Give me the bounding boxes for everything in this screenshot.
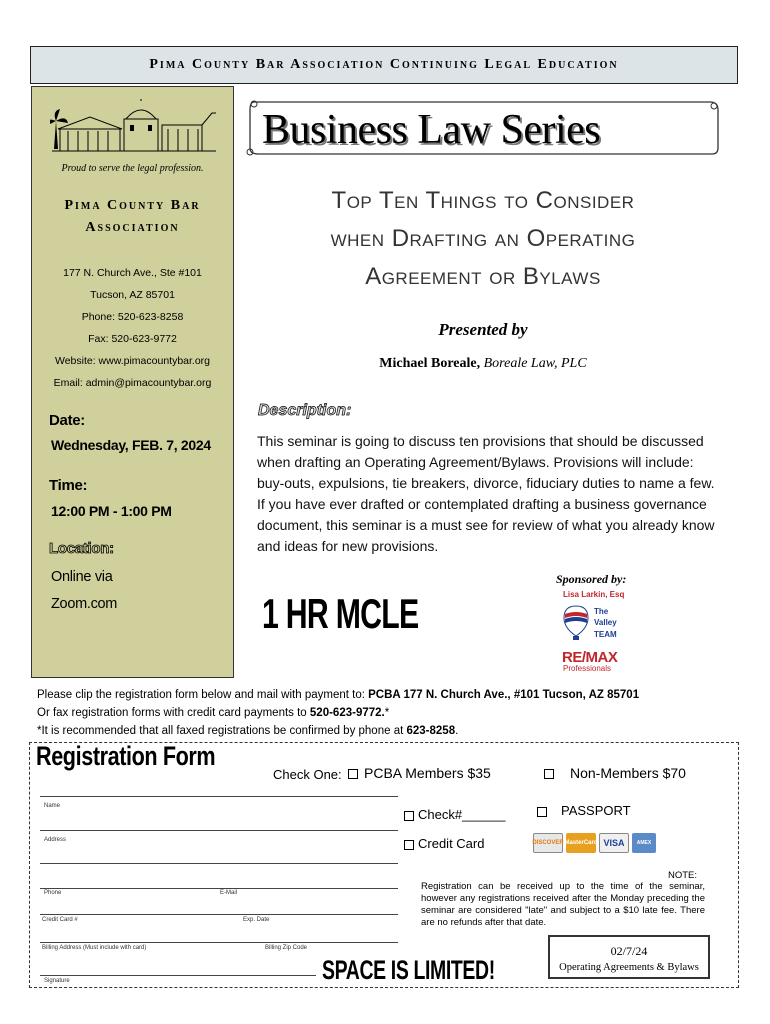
email: Email: admin@pimacountybar.org xyxy=(53,377,212,389)
registration-instructions xyxy=(37,686,737,740)
signature-input[interactable] xyxy=(40,975,316,976)
instructions-line3-text: *It is recommended that all faxed registrations be confirmed by phone at xyxy=(37,725,407,737)
check-checkbox[interactable] xyxy=(404,811,414,821)
remax-wordmark: RE/MAX xyxy=(562,649,618,666)
mastercard-icon: MasterCard xyxy=(566,833,596,853)
instructions-fax-number: 520-623-9772. xyxy=(309,707,385,719)
tagline: Proud to serve the legal profession. xyxy=(61,163,204,174)
passport-option[interactable] xyxy=(537,803,631,818)
seminar-title-line2: when Drafting an Operating xyxy=(330,225,636,252)
header-banner xyxy=(30,46,738,84)
org-name xyxy=(32,195,233,239)
instructions-line1-text: Please clip the registration form below and mail with payment to: xyxy=(37,689,369,701)
amex-card-icon: AMEX xyxy=(632,833,656,853)
instructions-line3-end: . xyxy=(455,725,459,737)
address-label: Address xyxy=(44,837,67,843)
seminar-title xyxy=(246,182,720,296)
seminar-code-box xyxy=(548,935,710,979)
passport-label: PASSPORT xyxy=(561,803,631,818)
address-input[interactable] xyxy=(40,830,398,831)
website: Website: www.pimacountybar.org xyxy=(54,355,211,367)
credit-card-option[interactable] xyxy=(404,836,484,851)
card-number-input[interactable] xyxy=(40,914,398,915)
org-name-line1: Pima County Bar xyxy=(64,198,201,213)
instructions-line2-text: Or fax registration forms with credit card payments to xyxy=(37,707,310,719)
billing-zip-label: Billing Zip Code xyxy=(265,945,308,951)
address-line2: Tucson, AZ 85701 xyxy=(90,289,175,301)
note-body: Registration can be received up to the time of the seminar, however any registrations received after the Monday preceding the seminar are considered "late" and subject to a $10 late fee. There are no refunds after that date. xyxy=(421,881,705,928)
header-banner-text: Pima County Bar Association Continuing Legal Education xyxy=(149,57,619,72)
phone-number: Phone: 520-623-8258 xyxy=(81,311,184,323)
credit-card-label: Credit Card xyxy=(418,836,485,851)
seminar-title-line1: Top Ten Things to Consider xyxy=(331,187,635,214)
check-one-label: Check One: xyxy=(273,767,342,782)
fax-number: Fax: 520-623-9772 xyxy=(88,333,177,345)
time-value: 12:00 PM - 1:00 PM xyxy=(51,503,172,519)
nonmembers-checkbox[interactable] xyxy=(544,769,554,779)
series-title: Business Law Series xyxy=(262,107,601,153)
remax-subtitle: Professionals xyxy=(563,664,612,673)
address-line1: 177 N. Church Ave., Ste #101 xyxy=(63,267,202,279)
phone-email-input[interactable] xyxy=(40,888,398,889)
seminar-topic-code: Operating Agreements & Bylaws xyxy=(559,962,699,973)
credit-card-checkbox[interactable] xyxy=(404,840,414,850)
location-line2: Zoom.com xyxy=(51,596,118,612)
space-limited-banner: SPACE IS LIMITED! xyxy=(322,955,495,985)
description-body: This seminar is going to discuss ten provisions that should be discussed when drafting an Operating Agreement/Bylaws. Provisions will include: buy-outs, expulsions, tie breakers, divorce, fiduciary duties to name a few. If you have ever drafted or contemplated drafting a business governance document, this seminar is a must see for review of what you already know and ideas for new provisions. xyxy=(257,433,715,554)
team-line2: Valley xyxy=(594,618,617,627)
team-line3: TEAM xyxy=(594,630,617,639)
nonmembers-option-label: Non-Members $70 xyxy=(570,765,686,781)
card-number-label: Credit Card # xyxy=(42,917,78,923)
check-number-label: Check#______ xyxy=(418,807,506,822)
sponsor-name: Lisa Larkin, Esq xyxy=(563,590,625,599)
instructions-line1 xyxy=(37,686,737,704)
org-name-line2: Association xyxy=(85,220,180,235)
name-label: Name xyxy=(44,803,61,809)
presenter-name: Michael Boreale, xyxy=(379,356,481,371)
note-heading: NOTE: xyxy=(668,870,698,881)
instructions-confirm-phone: 623-8258 xyxy=(406,725,456,737)
instructions-mail-address: PCBA 177 N. Church Ave., #101 Tucson, AZ 85701 xyxy=(368,689,640,701)
date-value: Wednesday, FEB. 7, 2024 xyxy=(51,437,211,453)
members-option[interactable] xyxy=(348,765,491,781)
courthouse-logo-icon xyxy=(50,99,218,159)
billing-address-input[interactable] xyxy=(40,942,398,943)
visa-card-icon: VISA xyxy=(599,833,629,853)
location-line1: Online via xyxy=(51,569,113,585)
name-input[interactable] xyxy=(40,796,398,797)
accepted-cards xyxy=(533,833,656,855)
exp-date-label: Exp. Date xyxy=(243,917,270,923)
billing-address-label: Billing Address (Must include with card) xyxy=(42,945,147,951)
seminar-date-code: 02/7/24 xyxy=(610,944,648,958)
mcle-credit: 1 HR MCLE xyxy=(262,590,419,637)
sponsored-by-label: Sponsored by: xyxy=(556,572,627,586)
time-label: Time: xyxy=(49,477,88,494)
date-label: Date: xyxy=(49,412,86,429)
email-label: E-Mail xyxy=(220,890,238,896)
sidebar xyxy=(31,86,234,678)
contact-info xyxy=(32,262,233,394)
team-line1: The xyxy=(594,607,609,616)
remax-balloon-logo-icon xyxy=(562,602,622,642)
nonmembers-option[interactable] xyxy=(544,765,686,781)
instructions-line2-end: * xyxy=(384,707,390,719)
members-option-label: PCBA Members $35 xyxy=(364,765,491,781)
phone-label: Phone xyxy=(44,890,62,896)
instructions-line2 xyxy=(37,704,737,722)
presented-by: Presented by xyxy=(438,320,528,339)
discover-card-icon: DISCOVER xyxy=(533,833,563,853)
instructions-line3 xyxy=(37,722,737,740)
check-payment-option[interactable] xyxy=(404,807,505,822)
signature-label: Signature xyxy=(44,978,70,984)
address-line2-input[interactable] xyxy=(40,863,398,864)
presenter-firm: Boreale Law, PLC xyxy=(483,356,587,371)
members-checkbox[interactable] xyxy=(348,769,358,779)
registration-form-title: Registration Form xyxy=(36,741,216,771)
seminar-title-line3: Agreement or Bylaws xyxy=(365,263,601,290)
presenter xyxy=(246,356,720,372)
description-heading: Description: xyxy=(258,402,352,419)
passport-checkbox[interactable] xyxy=(537,807,547,817)
location-label: Location: xyxy=(49,540,114,557)
